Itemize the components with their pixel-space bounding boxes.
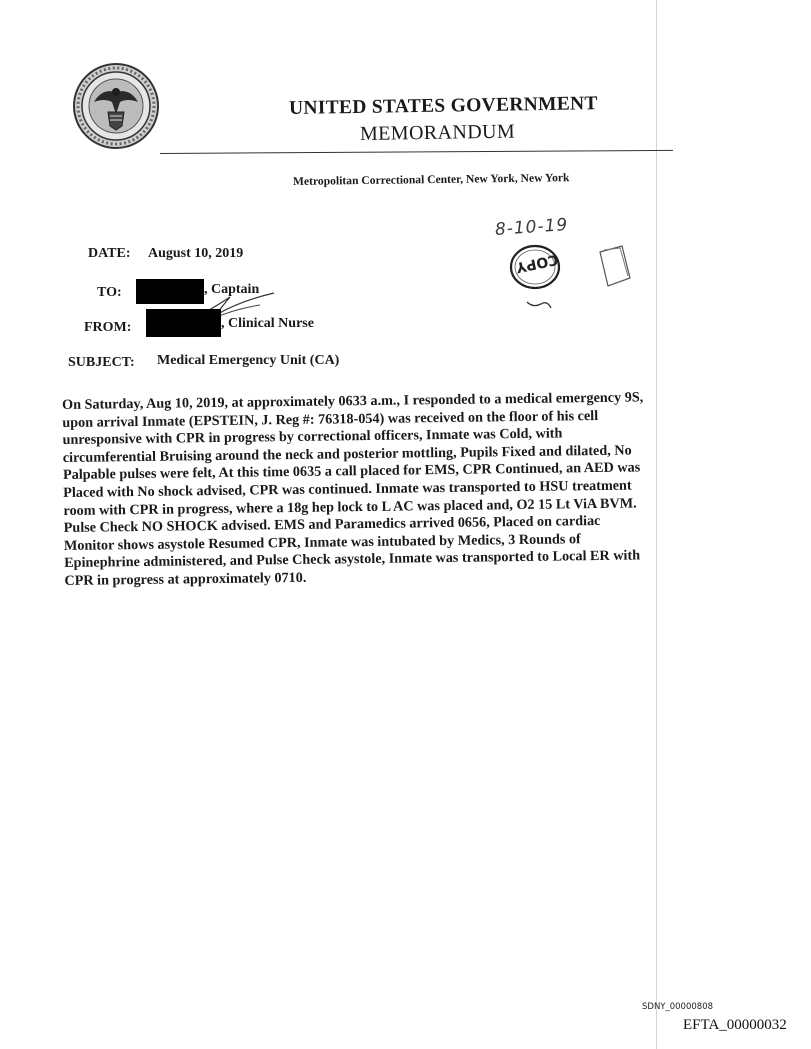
date-value: August 10, 2019 (148, 246, 244, 261)
body-line: unresponsive with CPR in progress by correctional officers, Inmate was Cold, with (62, 425, 563, 449)
document-title: UNITED STATES GOVERNMENT (288, 93, 598, 119)
body-line: On Saturday, Aug 10, 2019, at approximately 0633 a.m., I responded to a medical emergency 9S, (62, 389, 644, 413)
body-line: Palpable pulses were felt, At this time 0635 a call placed for EMS, CPR Continued, an AED was (62, 459, 641, 484)
bates-number: SDNY_00000808 (642, 1002, 714, 1012)
to-value: , Captain (204, 282, 260, 297)
subject-value: Medical Emergency Unit (CA) (157, 353, 340, 368)
from-value: , Clinical Nurse (221, 316, 314, 331)
header-divider (160, 150, 673, 154)
from-label: FROM: (84, 320, 132, 335)
body-line: circumferential Bruising around the neck and posterior mottling, Pupils Fixed and dilated, No (62, 442, 632, 466)
handwritten-mark (525, 296, 555, 314)
document-subtitle: MEMORANDUM (359, 120, 516, 145)
handwritten-date: 8-10-19 (494, 214, 569, 240)
facility-location: Metropolitan Correctional Center, New York, New York (292, 171, 570, 188)
memo-body (62, 389, 694, 591)
date-label: DATE: (88, 246, 131, 261)
copy-stamp-label: COPY (514, 250, 560, 276)
redacted-sender-name (146, 309, 221, 337)
redacted-recipient-name (136, 279, 204, 304)
efta-number: EFTA_00000032 (683, 1017, 787, 1033)
subject-label: SUBJECT: (68, 355, 135, 370)
body-line: upon arrival Inmate (EPSTEIN, J. Reg #: 76318-054) was received on the floor of his cell (62, 407, 599, 431)
body-line: Epinephrine administered, and Pulse Check asystole, Inmate was transported to Local ER with (64, 547, 641, 572)
body-line: Placed with No shock advised, CPR was continued. Inmate was transported to HSU treatment (63, 477, 632, 501)
body-line: CPR in progress at approximately 0710. (64, 569, 307, 589)
body-line: room with CPR in progress, where a 18g hep lock to L AC was placed and, O2 15 Lt ViA BVM. (63, 495, 637, 519)
document-sketch-icon (594, 242, 636, 290)
body-line: Monitor shows asystole Resumed CPR, Inmate was intubated by Medics, 3 Rounds of (63, 530, 581, 554)
doj-seal-icon (72, 62, 160, 150)
body-line: Pulse Check NO SHOCK advised. EMS and Paramedics arrived 0656, Placed on cardiac (63, 513, 601, 537)
to-label: TO: (97, 285, 122, 300)
